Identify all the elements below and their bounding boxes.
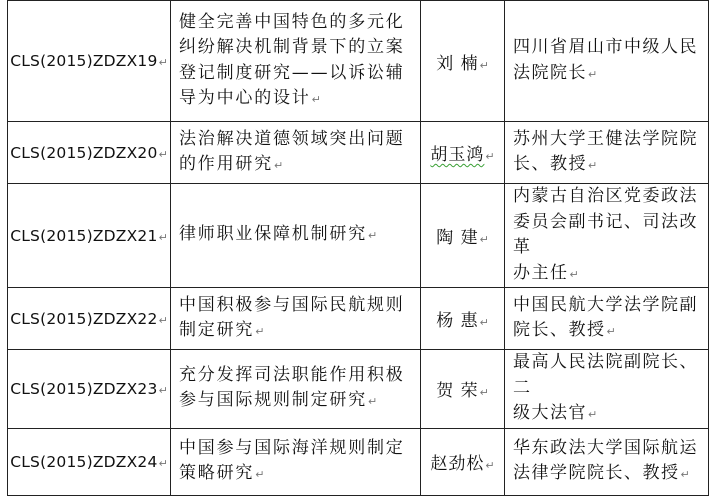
- affiliation-cell: [505, 288, 709, 350]
- paragraph-mark: ↵: [368, 395, 378, 409]
- paragraph-mark: ↵: [158, 56, 168, 69]
- leader-name-cell: [421, 428, 505, 495]
- paragraph-mark: ↵: [588, 159, 598, 172]
- affiliation-line: 内蒙古自治区党委政法: [513, 186, 698, 206]
- paragraph-mark: ↵: [479, 316, 489, 329]
- table-row: [8, 184, 709, 288]
- project-title-cell: [171, 428, 421, 495]
- affiliation-cell: [505, 122, 709, 184]
- affiliation-cell: [505, 350, 709, 429]
- affiliation-cell: [505, 184, 709, 288]
- table-row: [8, 122, 709, 184]
- paragraph-mark: ↵: [485, 459, 495, 472]
- paragraph-mark: ↵: [479, 58, 489, 72]
- table-row: [8, 428, 709, 495]
- project-code-cell: [8, 350, 171, 429]
- project-code-cell: [8, 288, 171, 350]
- paragraph-mark: ↵: [588, 67, 598, 81]
- affiliation-line: 最高人民法院副院长、二: [513, 352, 698, 398]
- affiliation-line: 办主任↵: [513, 262, 579, 283]
- affiliation-line: 四川省眉山市中级人民: [513, 37, 698, 57]
- paragraph-mark: ↵: [255, 325, 265, 338]
- paragraph-mark: ↵: [158, 147, 168, 161]
- project-title-line: 法治解决道德领域突出问题: [179, 128, 405, 149]
- project-code: CLS(2015)ZDZX23: [10, 379, 158, 398]
- table-row: [8, 288, 709, 350]
- paragraph-mark: ↵: [680, 468, 690, 481]
- affiliation-cell: [505, 428, 709, 495]
- affiliation-line: 苏州大学王健法学院院: [513, 128, 698, 149]
- paragraph-mark: ↵: [606, 325, 616, 338]
- leader-name-cell: [421, 350, 505, 429]
- project-code: CLS(2015)ZDZX24: [10, 452, 158, 471]
- leader-name: 胡玉鸿: [430, 145, 485, 165]
- affiliation-line: 委员会副书记、司法改革: [513, 211, 698, 257]
- affiliation-line: 中国民航大学法学院副: [513, 294, 698, 315]
- affiliation-cell: [505, 1, 709, 122]
- project-title-cell: [171, 288, 421, 350]
- project-title-line: 纠纷解决机制背景下的立案: [179, 37, 405, 57]
- leader-name-cell: [421, 288, 505, 350]
- paragraph-mark: ↵: [311, 93, 321, 106]
- project-title-cell: [171, 1, 421, 122]
- project-code: CLS(2015)ZDZX20: [10, 143, 158, 162]
- project-title-line: 健全完善中国特色的多元化: [179, 11, 405, 32]
- affiliation-line: 华东政法大学国际航运: [513, 437, 698, 458]
- affiliation-line: 长、教授↵: [513, 154, 598, 174]
- affiliation-line: 院长、教授↵: [513, 320, 616, 340]
- table-row: [8, 350, 709, 429]
- paragraph-mark: ↵: [485, 150, 495, 163]
- project-title-cell: [171, 184, 421, 288]
- project-code-cell: [8, 1, 171, 122]
- leader-name: 杨 惠: [436, 311, 479, 331]
- paragraph-mark: ↵: [274, 159, 284, 172]
- affiliation-line: 法院院长↵: [513, 62, 598, 83]
- leader-name-cell: [421, 184, 505, 288]
- paragraph-mark: ↵: [368, 229, 378, 243]
- paragraph-mark: ↵: [158, 230, 168, 244]
- project-title-line: 导为中心的设计↵: [179, 88, 321, 108]
- project-table: [7, 0, 709, 496]
- project-code: CLS(2015)ZDZX19: [10, 52, 158, 70]
- paragraph-mark: ↵: [479, 233, 489, 246]
- project-code-cell: [8, 428, 171, 495]
- paragraph-mark: ↵: [479, 386, 489, 400]
- table-row: [8, 1, 709, 122]
- leader-name-cell: [421, 1, 505, 122]
- leader-name-cell: [421, 122, 505, 184]
- project-title-line: 中国参与国际海洋规则制定: [179, 437, 405, 458]
- leader-name: 贺 荣: [436, 381, 479, 402]
- leader-name: 赵劲松: [430, 454, 485, 474]
- project-code: CLS(2015)ZDZX22: [10, 309, 158, 328]
- project-title-line: 中国积极参与国际民航规则: [179, 294, 405, 315]
- project-title-line: 登记制度研究——以诉讼辅: [179, 62, 405, 83]
- project-code-cell: [8, 122, 171, 184]
- paragraph-mark: ↵: [255, 468, 265, 481]
- paragraph-mark: ↵: [158, 383, 168, 397]
- project-title-line: 充分发挥司法职能作用积极: [179, 364, 405, 385]
- paragraph-mark: ↵: [588, 408, 598, 421]
- paragraph-mark: ↵: [158, 313, 168, 327]
- paragraph-mark: ↵: [158, 456, 168, 470]
- project-title-cell: [171, 350, 421, 429]
- project-title-line: 参与国际规则制定研究↵: [179, 390, 378, 411]
- project-title-line: 制定研究↵: [179, 320, 265, 340]
- project-title-line: 的作用研究↵: [179, 154, 284, 174]
- project-title-line: 律师职业保障机制研究↵: [179, 224, 378, 245]
- affiliation-line: 级大法官↵: [513, 403, 598, 423]
- project-title-cell: [171, 122, 421, 184]
- affiliation-line: 法律学院院长、教授↵: [513, 463, 690, 483]
- leader-name: 陶 建: [436, 228, 479, 248]
- paragraph-mark: ↵: [569, 267, 579, 281]
- leader-name: 刘 楠: [436, 53, 479, 74]
- project-code: CLS(2015)ZDZX21: [10, 226, 158, 245]
- project-code-cell: [8, 184, 171, 288]
- project-title-line: 策略研究↵: [179, 463, 265, 483]
